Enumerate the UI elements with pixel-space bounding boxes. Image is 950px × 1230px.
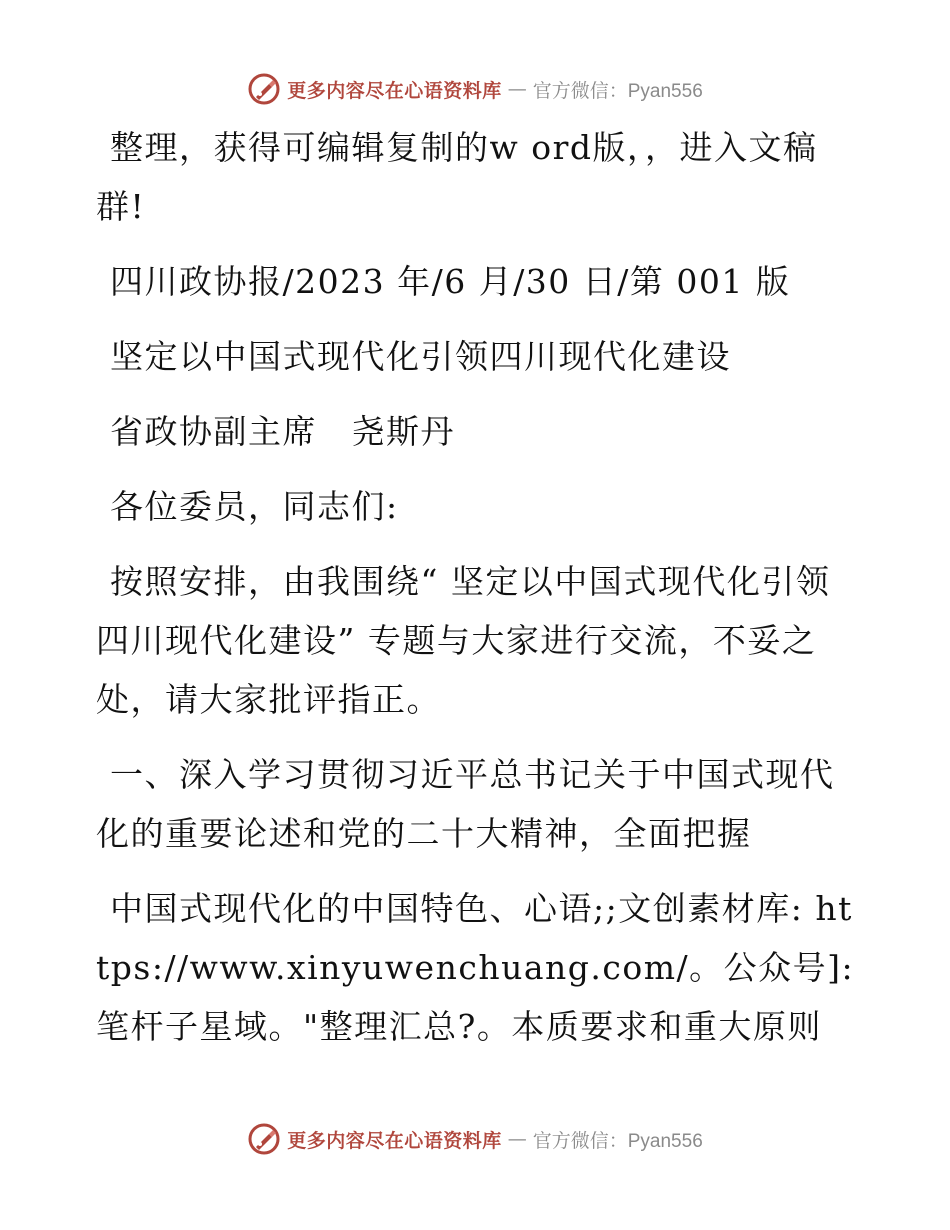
pen-logo-icon xyxy=(247,1122,281,1156)
section-heading-1: 一、深入学习贯彻习近平总书记关于中国式现代化的重要论述和党的二十大精神，全面把握 xyxy=(96,755,835,853)
watermark-brand-text: 更多内容尽在心语资料库 xyxy=(287,79,502,102)
watermark-contact-id: Pyan556 xyxy=(627,1130,703,1152)
header-watermark xyxy=(0,72,950,106)
article-author: 省政协副主席 尧斯丹 xyxy=(110,412,455,451)
article-title: 坚定以中国式现代化引领四川现代化建设 xyxy=(110,337,731,376)
watermark-brand-text: 更多内容尽在心语资料库 xyxy=(287,1129,502,1152)
paragraph-section-1: 中国式现代化的中国特色、心语;;文创素材库: https://www.xinyuwenchuang.com/。公众号]: 笔杆子星域。"整理汇总?。本质要求和重大原则 xyxy=(96,889,855,1046)
watermark-contact xyxy=(533,1126,703,1153)
watermark-contact-label: 官方微信： xyxy=(532,1129,628,1152)
watermark-contact-label: 官方微信： xyxy=(532,79,628,102)
pen-logo-icon xyxy=(247,72,281,106)
watermark-separator: — xyxy=(507,78,527,100)
watermark-contact xyxy=(533,76,703,103)
document-body xyxy=(96,118,856,1072)
paragraph-opening: 按照安排，由我围绕“ 坚定以中国式现代化引领四川现代化建设” 专题与大家进行交流，不妥之处，请大家批评指正。 xyxy=(96,562,831,719)
watermark-contact-id: Pyan556 xyxy=(627,80,703,102)
watermark-separator: — xyxy=(507,1128,527,1150)
paragraph-intro: 整理，获得可编辑复制的w ord版，，进入文稿群! xyxy=(96,128,818,226)
paragraph-source: 四川政协报/2023 年/6 月/30 日/第 001 版 xyxy=(110,262,791,301)
paragraph-salutation: 各位委员，同志们: xyxy=(110,487,399,526)
footer-watermark xyxy=(0,1122,950,1156)
